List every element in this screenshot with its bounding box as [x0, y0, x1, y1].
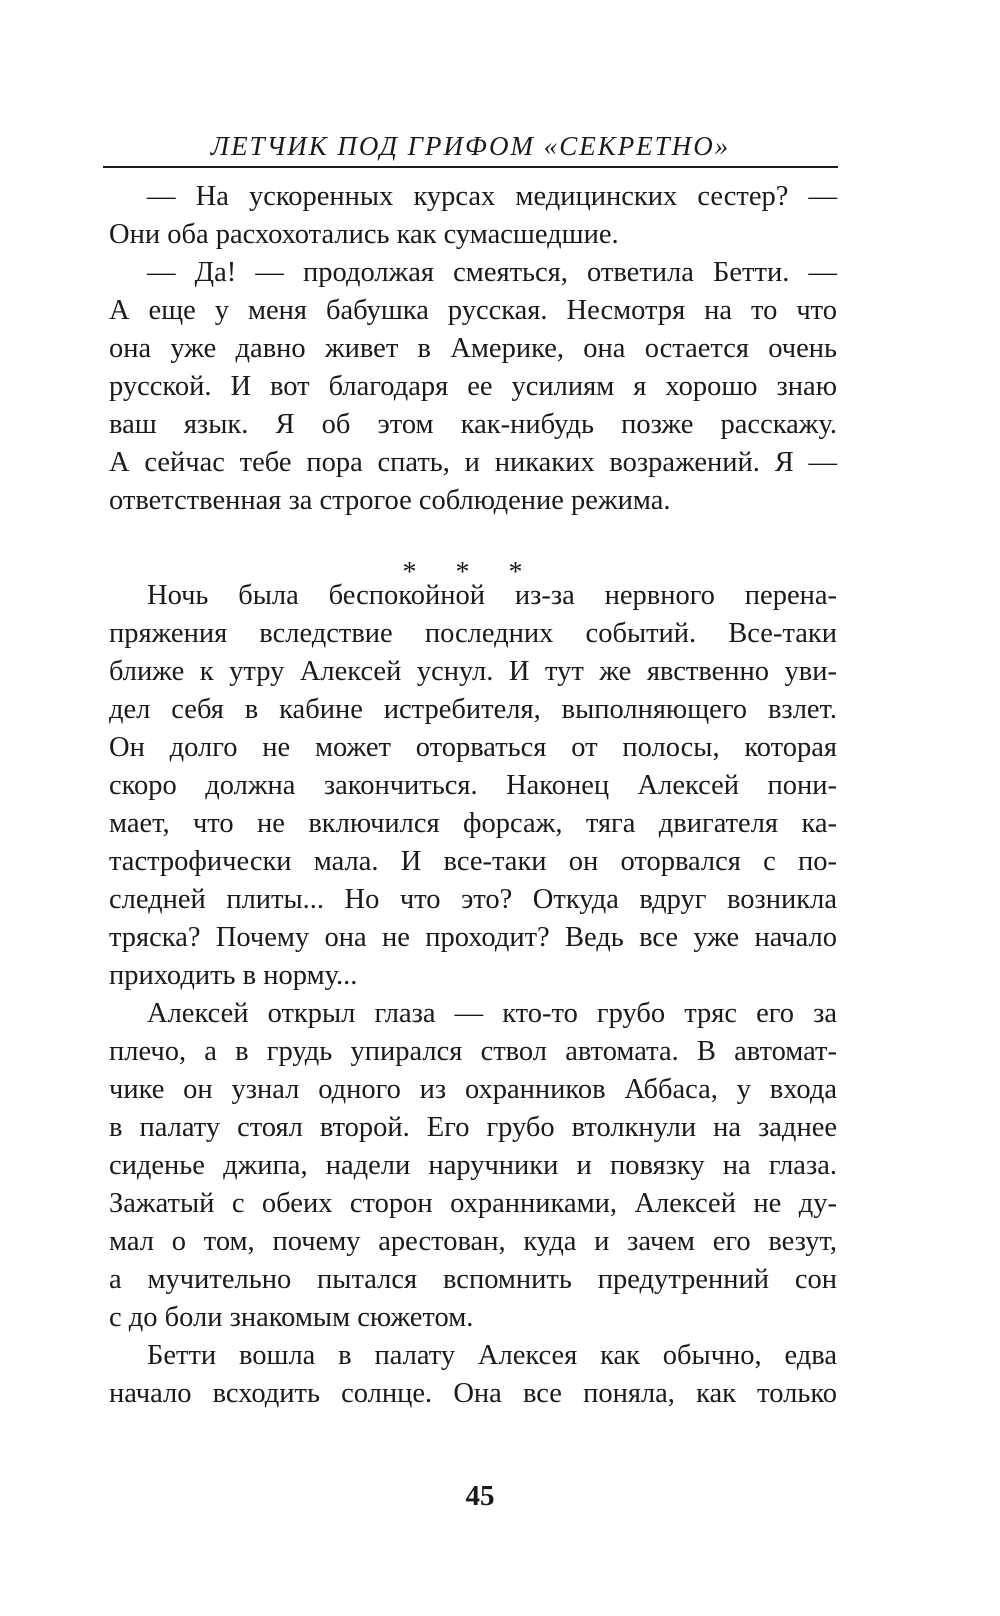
text-line: дел себя в кабине истребителя, выполняющего взлет.: [109, 694, 837, 725]
text-line: начало всходить солнце. Она все поняла, как только: [109, 1378, 837, 1409]
text-line: ответственная за строгое соблюдение режима.: [109, 485, 671, 516]
text-line: Они оба расхохотались как сумасшедшие.: [109, 219, 619, 250]
text-line: А еще у меня бабушка русская. Несмотря на то что: [109, 295, 837, 326]
text-line: чике он узнал одного из охранников Аббаса, у входа: [109, 1074, 837, 1105]
text-line: сиденье джипа, надели наручники и повязку на глаза.: [109, 1150, 837, 1181]
text-line: мал о том, почему арестован, куда и зачем его везут,: [109, 1226, 837, 1257]
text-line: русской. И вот благодаря ее усилиям я хорошо знаю: [109, 371, 837, 402]
text-line: тастрофически мала. И все-таки он оторвался с по-: [109, 846, 837, 877]
text-line: приходить в норму...: [109, 960, 358, 991]
header-rule: [103, 166, 838, 168]
text-line: Бетти вошла в палату Алексея как обычно, едва: [147, 1340, 837, 1371]
text-line: а мучительно пытался вспомнить предутренний сон: [109, 1264, 837, 1295]
running-title: ЛЕТЧИК ПОД ГРИФОМ «СЕКРЕТНО»: [210, 131, 731, 161]
text-line: А сейчас тебе пора спать, и никаких возражений. Я —: [109, 447, 837, 478]
text-line: — Да! — продолжая смеяться, ответила Бетти. —: [147, 257, 837, 288]
text-line: скоро должна закончиться. Наконец Алексей пони-: [109, 770, 837, 801]
text-line: тряска? Почему она не проходит? Ведь все уже начало: [109, 922, 837, 953]
text-line: Ночь была беспокойной из-за нервного перена-: [147, 580, 837, 611]
text-line: — На ускоренных курсах медицинских сестер? —: [147, 181, 837, 212]
text-line: плечо, а в грудь упирался ствол автомата. В автомат-: [109, 1036, 837, 1067]
text-line: ваш язык. Я об этом как-нибудь позже расскажу.: [109, 409, 837, 440]
text-line: пряжения вследствие последних событий. Все-таки: [109, 618, 837, 649]
text-line: мает, что не включился форсаж, тяга двигателя ка-: [109, 808, 837, 839]
text-line: в палату стоял второй. Его грубо втолкнули на заднее: [109, 1112, 837, 1143]
scene-break: * * *: [402, 557, 539, 588]
text-line: она уже давно живет в Америке, она остается очень: [109, 333, 837, 364]
text-line: Зажатый с обеих сторон охранниками, Алексей не ду-: [109, 1188, 837, 1219]
text-line: Он долго не может оторваться от полосы, которая: [109, 732, 837, 763]
page-number: 45: [465, 1480, 495, 1512]
text-line: следней плиты... Но что это? Откуда вдруг возникла: [109, 884, 837, 915]
text-line: ближе к утру Алексей уснул. И тут же явственно уви-: [109, 656, 837, 687]
text-block-narrative: [109, 577, 837, 1413]
text-line: с до боли знакомым сюжетом.: [109, 1302, 474, 1333]
text-block-dialogue: [109, 178, 837, 520]
text-line: Алексей открыл глаза — кто-то грубо тряс его за: [147, 998, 837, 1029]
